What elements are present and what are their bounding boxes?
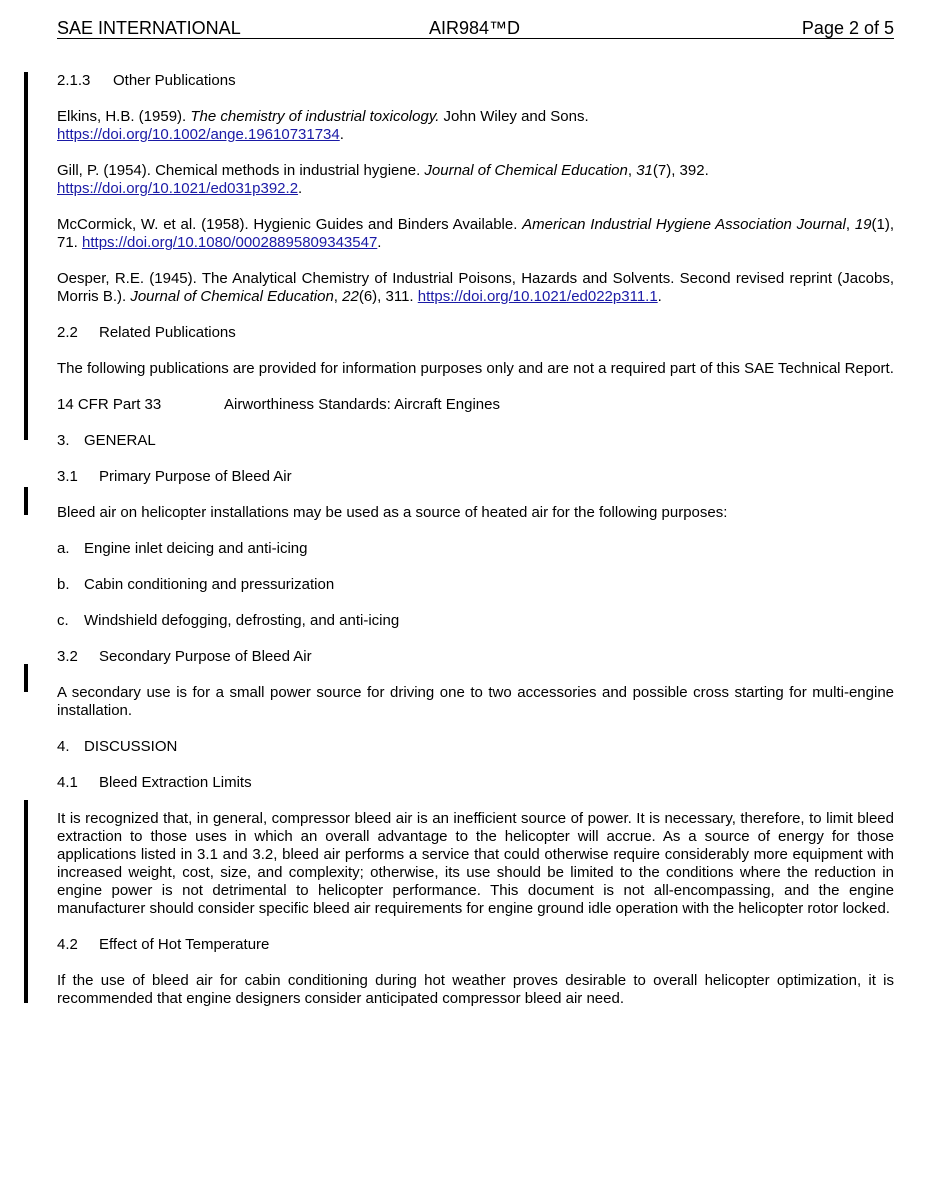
section-heading: [57, 432, 894, 450]
doi-link[interactable]: https://doi.org/10.1002/ange.19610731734: [57, 126, 340, 143]
header-doc-id: AIR984™D: [429, 18, 521, 38]
section-number: 3.: [57, 432, 70, 449]
reference-elkins: Elkins, H.B. (1959). The chemistry of industrial toxicology. John Wiley and Sons. https://doi.org/10.1002/ange.19610731734.: [57, 108, 589, 143]
section-heading: [57, 72, 894, 90]
cfr-code: 14 CFR Part 33: [57, 396, 162, 413]
section-number: 4.2: [57, 936, 78, 953]
section-heading: [57, 936, 894, 954]
section-number: 4.1: [57, 774, 78, 791]
paragraph: It is recognized that, in general, compressor bleed air is an inefficient source of power. It is necessary, therefore, to limit bleed extraction to those uses in which an overall advantage to the helicopter will accrue. As a source of energy for those applications listed in 3.1 and 3.2, bleed air performs a service that could otherwise require considerably more equipment with increased weight, cost, size, and complexity; otherwise, its use should be limited to the conditions where the reduction in engine power is not detrimental to helicopter performance. This document is not all-encompassing, and the engine manufacturer should consider specific bleed air requirements for engine ground idle operation with the helicopter rotor locked.: [57, 810, 894, 917]
paragraph: The following publications are provided for information purposes only and are not a required part of this SAE Technical Report.: [57, 360, 894, 377]
reference-oesper: Oesper, R.E. (1945). The Analytical Chemistry of Industrial Poisons, Hazards and Solvents. Second revised reprint (Jacobs, Morris B.). Journal of Chemical Education, 22(6), 311. https://doi.org/10.1021/ed022p311.1.: [57, 270, 894, 305]
section-number: 3.1: [57, 468, 78, 485]
section-title: Bleed Extraction Limits: [99, 774, 252, 791]
list-item: c. Windshield defogging, defrosting, and anti-icing: [57, 612, 400, 629]
section-heading: [57, 324, 894, 342]
change-bar: [24, 487, 28, 515]
change-bar: [24, 800, 28, 1003]
list-item: b. Cabin conditioning and pressurization: [57, 576, 335, 593]
section-title: GENERAL: [84, 432, 156, 449]
section-title: Effect of Hot Temperature: [99, 936, 270, 953]
doi-link[interactable]: https://doi.org/10.1080/00028895809343547: [82, 234, 378, 251]
section-heading: [57, 738, 894, 756]
change-bar: [24, 72, 28, 440]
paragraph: Bleed air on helicopter installations may be used as a source of heated air for the following purposes:: [57, 504, 728, 521]
paragraph: If the use of bleed air for cabin conditioning during hot weather proves desirable to overall helicopter optimization, it is recommended that engine designers consider anticipated compressor bleed air need.: [57, 972, 894, 1007]
section-title: Secondary Purpose of Bleed Air: [99, 648, 312, 665]
header-page-number: Page 2 of 5: [801, 18, 894, 38]
list-item: a. Engine inlet deicing and anti-icing: [57, 540, 308, 557]
section-heading: [57, 648, 894, 666]
cfr-title: Airworthiness Standards: Aircraft Engines: [224, 396, 500, 413]
section-title: Related Publications: [99, 324, 236, 341]
section-number: 2.2: [57, 324, 78, 341]
section-title: Primary Purpose of Bleed Air: [99, 468, 292, 485]
section-heading: [57, 774, 894, 792]
section-number: 2.1.3: [57, 72, 91, 89]
doi-link[interactable]: https://doi.org/10.1021/ed031p392.2: [57, 180, 299, 197]
page-header: [57, 18, 894, 39]
reference-mccormick: McCormick, W. et al. (1958). Hygienic Guides and Binders Available. American Industrial Hygiene Association Journal, 19(1), 71. https://doi.org/10.1080/00028895809343547.: [57, 216, 894, 251]
reference-gill: Gill, P. (1954). Chemical methods in industrial hygiene. Journal of Chemical Education, 31(7), 392. https://doi.org/10.1021/ed031p392.2.: [57, 162, 709, 197]
section-heading: [57, 468, 894, 486]
section-title: Other Publications: [113, 72, 236, 89]
cfr-reference: [57, 396, 894, 414]
section-number: 4.: [57, 738, 70, 755]
change-bar: [24, 664, 28, 692]
doi-link[interactable]: https://doi.org/10.1021/ed022p311.1: [417, 288, 658, 305]
paragraph: A secondary use is for a small power source for driving one to two accessories and possible cross starting for multi-engine installation.: [57, 684, 894, 719]
document-body: [57, 72, 894, 1026]
header-org: SAE INTERNATIONAL: [57, 18, 241, 38]
section-number: 3.2: [57, 648, 78, 665]
section-title: DISCUSSION: [84, 738, 178, 755]
